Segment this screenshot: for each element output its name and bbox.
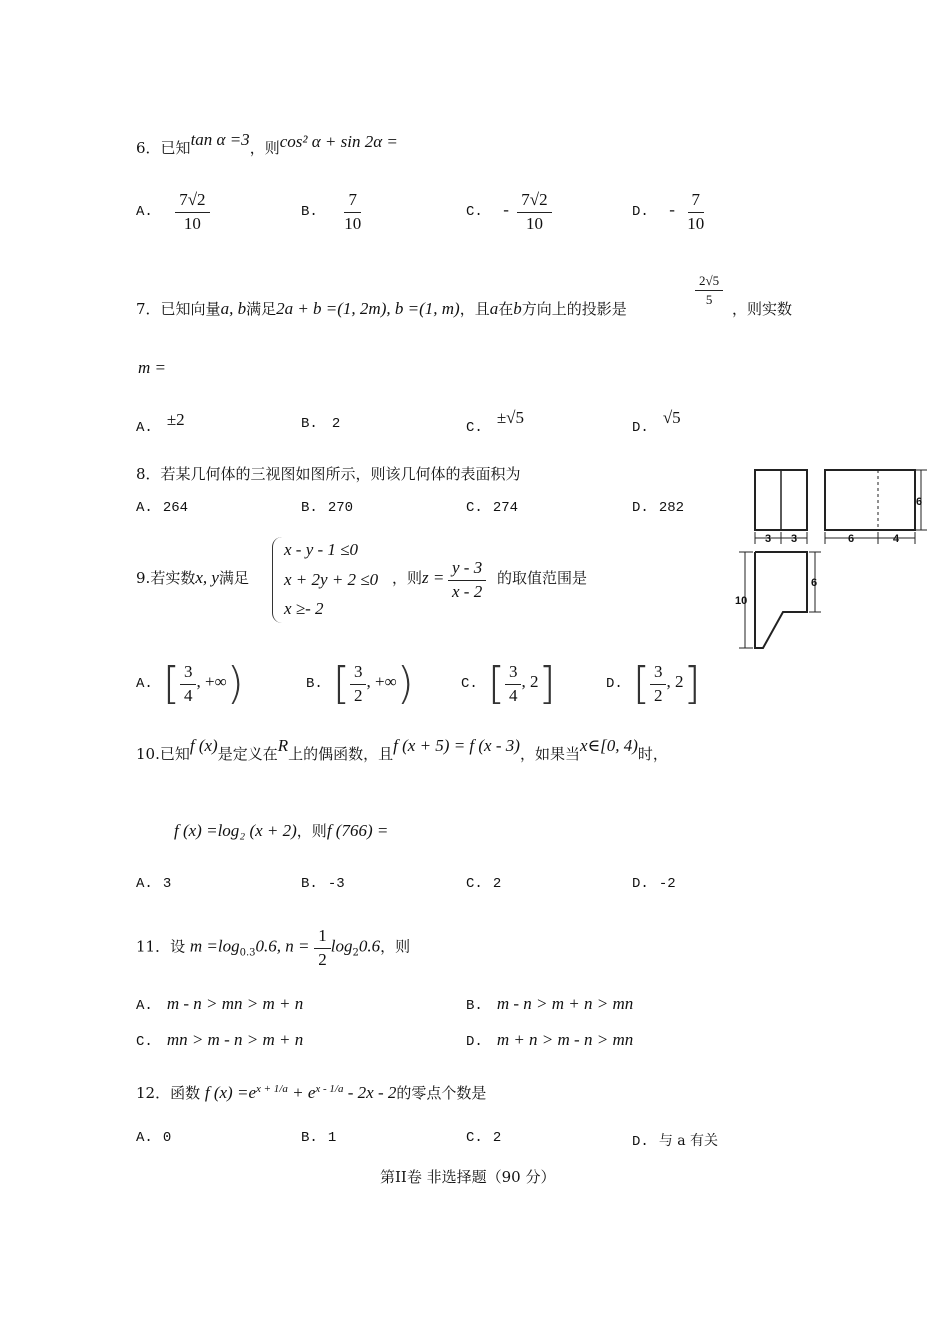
q9-fraction: $\frac{y - 3}{x - 2}$ [448, 556, 486, 603]
q6-option-b: B. $\frac{7}{10}$ [301, 190, 362, 233]
dim-top-height: 10 [735, 595, 748, 607]
q7-stem: 7．已知向量a, b满足2a + b =(1, 2m), b =(1, m)，且a在b方向上的投影是 [136, 299, 627, 318]
q8-stem: 8．若某几何体的三视图如图所示，则该几何体的表面积为 [136, 465, 521, 483]
q6-option-a: A. $\frac{7√2}{10}$ [136, 188, 210, 235]
dim-side-right: 4 [893, 533, 900, 545]
q11-option-d: D. m + n > m - n > mn [466, 1030, 634, 1050]
dim-top-right-height: 6 [811, 577, 818, 589]
q7-option-c: C.±√5 [466, 408, 524, 436]
side-view [825, 470, 915, 530]
q7-projection: $\frac{2√5}{5}$ [695, 272, 723, 309]
q8-option-c: C. 274 [466, 500, 519, 516]
q9-stem-mid: ，则z = [392, 568, 445, 587]
q9-constraint-3: x ≥- 2 [284, 599, 324, 618]
q6-option-c: C. - $\frac{7√2}{10}$ [466, 188, 552, 235]
q9-option-a: A. [ $\frac{3}{4}$ , +∞) [136, 657, 244, 709]
q9-option-c: C. [ $\frac{3}{4}$ , 2] [461, 657, 556, 709]
dim-front-right: 3 [791, 533, 798, 545]
q6-stem: 6．已知tan α =3，则cos² α + sin 2α = [136, 130, 398, 157]
q12-stem: 12．函数 f $(x) =e^{x + 1/a} + e^{x - 1/a} - 2x - 2$的零点个数是 [136, 1083, 487, 1102]
q12-option-c: C. 2 [466, 1130, 502, 1146]
q12-option-a: A. 0 [136, 1130, 172, 1146]
q10-option-d: D. -2 [632, 876, 676, 892]
q10-option-c: C. 2 [466, 876, 502, 892]
q10-option-a: A. 3 [136, 876, 172, 892]
q7-stem-end: ，则实数 [732, 300, 793, 318]
q10-stem: 10.已知f (x)是定义在R上的偶函数，且f (x + 5) = f (x - 3)，如果当x∈[0, 4)时， [136, 736, 668, 763]
q11-option-a: A. m - n > mn > m + n [136, 994, 304, 1014]
q8-option-b: B. 270 [301, 500, 354, 516]
q9-stem-end: 的取值范围是 [497, 569, 588, 587]
q11-stem: 11．设 $m =\log_{0.3}0.6$, n = $\frac{1}{2}$ $\log_20.6$，则 [136, 926, 411, 969]
top-view [755, 552, 807, 648]
q12-option-b: B. 1 [301, 1130, 337, 1146]
section-title: 第II卷 非选择题（90 分） [380, 1168, 556, 1186]
dim-front-left: 3 [765, 533, 772, 545]
q7-option-b: B. 2 [301, 416, 341, 432]
q6-option-d: D. - $\frac{7}{10}$ [632, 190, 705, 233]
q9-option-d: D. [ $\frac{3}{2}$ , 2] [606, 657, 701, 709]
q9-constraint-2: x + 2y + 2 ≤0 [284, 570, 379, 589]
q8-option-a: A. 264 [136, 500, 189, 516]
q10-option-b: B. -3 [301, 876, 345, 892]
q12-option-d: D. 与 a 有关 [632, 1133, 719, 1150]
q7-option-d: D.√5 [632, 408, 681, 436]
q8-option-d: D. 282 [632, 500, 685, 516]
q6-number: 6． [136, 139, 161, 157]
q9-constraint-1: x - y - 1 ≤0 [284, 540, 358, 559]
q11-option-b: B. m - n > m + n > mn [466, 994, 634, 1014]
q7-option-a: A. ±2 [136, 410, 185, 436]
dim-side-left: 6 [848, 533, 855, 545]
q9-stem-start: 9.若实数x, y满足 [136, 568, 249, 587]
q9-option-b: B. [ $\frac{3}{2}$ , +∞) [306, 657, 414, 709]
three-view-figure [735, 462, 935, 654]
q7-m-line: m = [138, 358, 166, 377]
q11-option-c: C. mn > m - n > m + n [136, 1030, 304, 1050]
dim-side-height: 6 [916, 496, 923, 508]
q9-brace [272, 537, 283, 623]
q10-def: f (x) =log₂ (x + 2)，则f (766) = [174, 821, 389, 840]
